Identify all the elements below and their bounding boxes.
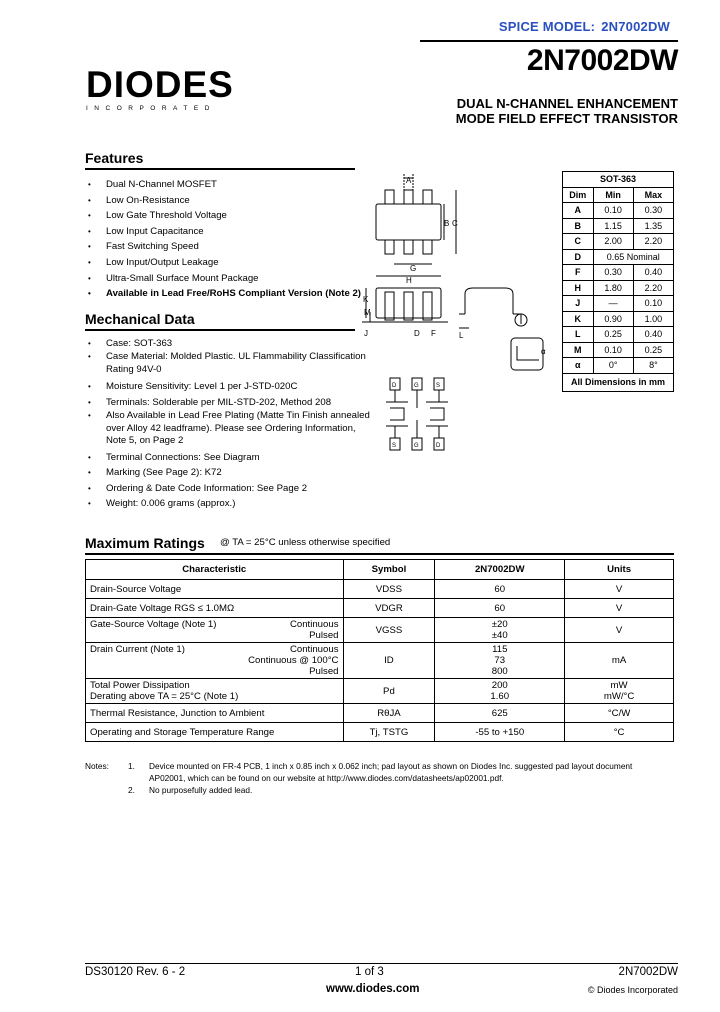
notes-label: Notes: [85,761,109,771]
mr-row [86,599,674,618]
package-top-view-diagram [358,172,463,284]
dim-label-a: A [406,176,412,185]
mr-characteristic-cell [86,643,344,679]
max-ratings-rule [85,553,674,555]
dim-cell: 0.40 [633,265,673,281]
dim-label-d: D [414,329,420,338]
pin-label-d2: D [436,443,441,449]
mr-characteristic-cell [86,618,344,643]
dim-cell: 8° [633,358,673,374]
mr-value: 115 [492,644,508,655]
mech-item-line: Case Material: Molded Plastic. UL Flammability Classification [106,351,366,363]
max-ratings-heading: Maximum Ratings [85,535,205,551]
dim-cell: 0.65 Nominal [593,249,673,265]
dim-label-m: M [364,308,371,317]
dim-cell: F [563,265,594,281]
mr-units: °C [565,723,674,742]
mr-characteristic: Drain Current (Note 1) [90,644,185,655]
mr-value: 200 [491,680,508,691]
mr-characteristic-cell [86,679,344,704]
dim-cell: 0.10 [633,296,673,312]
dim-cell: 0.40 [633,327,673,343]
feature-item: • Low On-Resistance [85,193,361,209]
pin-label-s1: S [392,443,397,449]
mr-units: V [565,580,674,599]
pin-label-g2: G [414,383,419,389]
dim-cell: 1.00 [633,311,673,327]
title-line-2: MODE FIELD EFFECT TRANSISTOR [455,111,678,126]
device-title [456,96,678,126]
mr-sub: Pulsed [309,630,339,641]
mech-item: • Ordering & Date Code Information: See Page 2 [85,481,370,496]
dim-col-header: Max [633,187,673,203]
features-heading: Features [85,150,144,166]
mr-col-header: Characteristic [86,560,344,580]
dim-row [563,358,674,374]
mr-row [86,723,674,742]
dim-cell: A [563,203,594,219]
feature-item: • Fast Switching Speed [85,239,361,255]
mr-sub-list [290,619,339,641]
feature-item: • Ultra-Small Surface Mount Package [85,271,361,287]
dim-cell: B [563,218,594,234]
dim-col-header: Min [593,187,633,203]
mech-item-line: Rating 94V-0 [106,363,162,375]
mr-characteristic: Operating and Storage Temperature Range [86,723,344,742]
logo-sub: INCORPORATED [86,105,216,112]
mr-units: mW [610,680,628,691]
header-rule [420,40,678,42]
dim-label-g: G [410,264,417,273]
mr-units-cell [565,679,674,704]
mr-row [86,643,674,679]
mr-symbol: VDSS [343,580,435,599]
mech-item: • Marking (See Page 2): K72 [85,465,370,480]
dim-cell: 1.15 [593,218,633,234]
mr-characteristic: Drain-Gate Voltage RGS ≤ 1.0MΩ [86,599,344,618]
dim-cell: 0.10 [593,342,633,358]
mr-symbol: ID [343,643,435,679]
dim-cell: 2.20 [633,234,673,250]
spice-label: SPICE MODEL: [498,19,596,34]
dim-cell: K [563,311,594,327]
note-number: 2. [128,785,135,795]
mech-item [85,351,370,376]
mr-symbol: VGSS [343,618,435,643]
mech-item: • Moisture Sensitivity: Level 1 per J-STD-020C [85,379,370,394]
dim-cell: D [563,249,594,265]
pin-label-s2: S [436,383,441,389]
dim-row [563,280,674,296]
max-ratings-header-row [86,560,674,580]
mr-value-cell [435,618,565,643]
mech-item-line: Note 5, on Page 2 [106,435,184,447]
dim-label-c: C [452,219,458,228]
mr-value: 1.60 [490,691,510,702]
mechanical-list [85,336,370,511]
mr-value: 625 [435,704,565,723]
package-side-view-diagram [358,282,458,342]
spice-model [499,19,670,34]
spice-value[interactable]: 2N7002DW [601,19,670,34]
dim-cell: M [563,342,594,358]
dim-cell: 1.80 [593,280,633,296]
features-rule [85,168,355,170]
note-number: 1. [128,761,135,771]
dim-cell: H [563,280,594,296]
mr-value-cell [435,679,565,704]
mech-item: • Case: SOT-363 [85,336,370,351]
mech-item-line: over Alloy 42 leadframe). Please see Ordering Information, [106,422,356,434]
mr-units: V [565,618,674,643]
mr-value: ±40 [491,630,508,641]
footer-rule [85,963,678,964]
dim-cell: 0° [593,358,633,374]
dim-cell: 0.30 [633,203,673,219]
dim-label-alpha: α [541,347,546,356]
mr-value-cell [435,643,565,679]
dim-row [563,249,674,265]
mr-value: -55 to +150 [435,723,565,742]
feature-item: • Available in Lead Free/RoHS Compliant Version (Note 2) [85,286,361,302]
mr-units: V [565,599,674,618]
mechanical-rule [85,329,355,331]
logo-word: DIODES [86,64,234,105]
dim-label-f: F [431,329,436,338]
mr-units: mA [565,643,674,679]
mr-col-header: 2N7002DW [435,560,565,580]
mech-item-line: Also Available in Lead Free Plating (Matte Tin Finish annealed [106,410,370,422]
mr-sub: Continuous [289,619,339,630]
dim-row [563,218,674,234]
mr-row [86,704,674,723]
max-ratings-table [85,559,674,742]
mr-symbol: VDGR [343,599,435,618]
mr-characteristic: Drain-Source Voltage [86,580,344,599]
diodes-logo [86,64,246,112]
dim-cell: 2.00 [593,234,633,250]
dim-cell: 1.35 [633,218,673,234]
mr-symbol: RθJA [343,704,435,723]
mechanical-heading: Mechanical Data [85,311,195,327]
mr-sub-list [248,644,338,677]
dim-cell: 0.25 [633,342,673,358]
feature-item: • Low Input/Output Leakage [85,255,361,271]
pinout-schematic-diagram [380,372,460,458]
dim-cell: 2.20 [633,280,673,296]
dim-row [563,203,674,219]
dim-row [563,296,674,312]
part-number: 2N7002DW [526,44,678,77]
mr-symbol: Pd [343,679,435,704]
dim-col-header: Dim [563,187,594,203]
footer-part-number: 2N7002DW [618,966,678,978]
package-end-view-diagram [455,280,555,376]
mech-item: • Terminal Connections: See Diagram [85,450,370,465]
mr-value: 73 [494,655,506,666]
feature-item: • Low Input Capacitance [85,224,361,240]
mr-sub: Continuous [289,644,339,655]
mech-item: • Weight: 0.006 grams (approx.) [85,496,370,511]
note-text: No purposefully added lead. [149,785,253,795]
dim-row [563,327,674,343]
dim-cell: 0.30 [593,265,633,281]
dimensions-table [562,171,674,392]
mr-row [86,580,674,599]
dim-label-b: B [444,219,450,228]
mr-units: °C/W [565,704,674,723]
mr-col-header: Symbol [343,560,435,580]
mr-characteristic: Gate-Source Voltage (Note 1) [90,619,217,630]
mr-value: 800 [491,666,508,677]
dim-cell: J [563,296,594,312]
footer-page-number: 1 of 3 [355,966,384,978]
dim-row [563,265,674,281]
dim-row [563,234,674,250]
mr-sub: Pulsed [309,666,339,677]
dimensions-footer: All Dimensions in mm [563,373,674,391]
dim-row [563,342,674,358]
title-line-1: DUAL N-CHANNEL ENHANCEMENT [456,96,678,111]
note-text: Device mounted on FR-4 PCB, 1 inch x 0.85 inch x 0.062 inch; pad layout as shown on Diodes Inc. suggested pad layout document AP02001, which can be found on our website at http://www.diodes.com/datasheets/ap02001.pdf. [149,761,633,783]
dim-cell: 0.25 [593,327,633,343]
mr-col-header: Units [565,560,674,580]
dim-label-k: K [363,295,369,304]
dim-row [563,311,674,327]
dim-cell: C [563,234,594,250]
mr-value: 60 [435,599,565,618]
pin-label-g1: G [414,443,419,449]
mr-row [86,679,674,704]
mr-symbol: Tj, TSTG [343,723,435,742]
mr-characteristic: Total Power Dissipation [90,680,190,691]
max-ratings-condition: @ TA = 25°C unless otherwise specified [220,537,391,548]
feature-item: • Dual N-Channel MOSFET [85,177,361,193]
dim-label-l: L [459,331,464,340]
dim-label-h: H [406,276,412,284]
footer-website-link[interactable]: www.diodes.com [326,983,420,995]
footer-doc-number: DS30120 Rev. 6 - 2 [85,966,186,978]
mr-units: mW/°C [603,691,635,702]
mr-sub: Continuous @ 100°C [248,655,339,666]
dim-cell: 0.90 [593,311,633,327]
dim-cell: — [593,296,633,312]
feature-item: • Low Gate Threshold Voltage [85,208,361,224]
mech-item: • Terminals: Solderable per MIL-STD-202, Method 208 [85,395,370,410]
dimensions-package: SOT-363 [563,172,674,188]
mech-item [85,410,370,448]
mr-row [86,618,674,643]
dim-label-j: J [364,329,368,338]
footer-copyright: © Diodes Incorporated [587,985,678,995]
mr-characteristic: Derating above TA = 25°C (Note 1) [90,691,239,702]
mr-value: ±20 [491,619,508,630]
dim-cell: 0.10 [593,203,633,219]
mr-value: 60 [435,580,565,599]
dim-cell: L [563,327,594,343]
dim-cell: α [563,358,594,374]
mr-characteristic: Thermal Resistance, Junction to Ambient [86,704,344,723]
features-list [85,177,361,302]
pin-label-d1: D [392,383,397,389]
